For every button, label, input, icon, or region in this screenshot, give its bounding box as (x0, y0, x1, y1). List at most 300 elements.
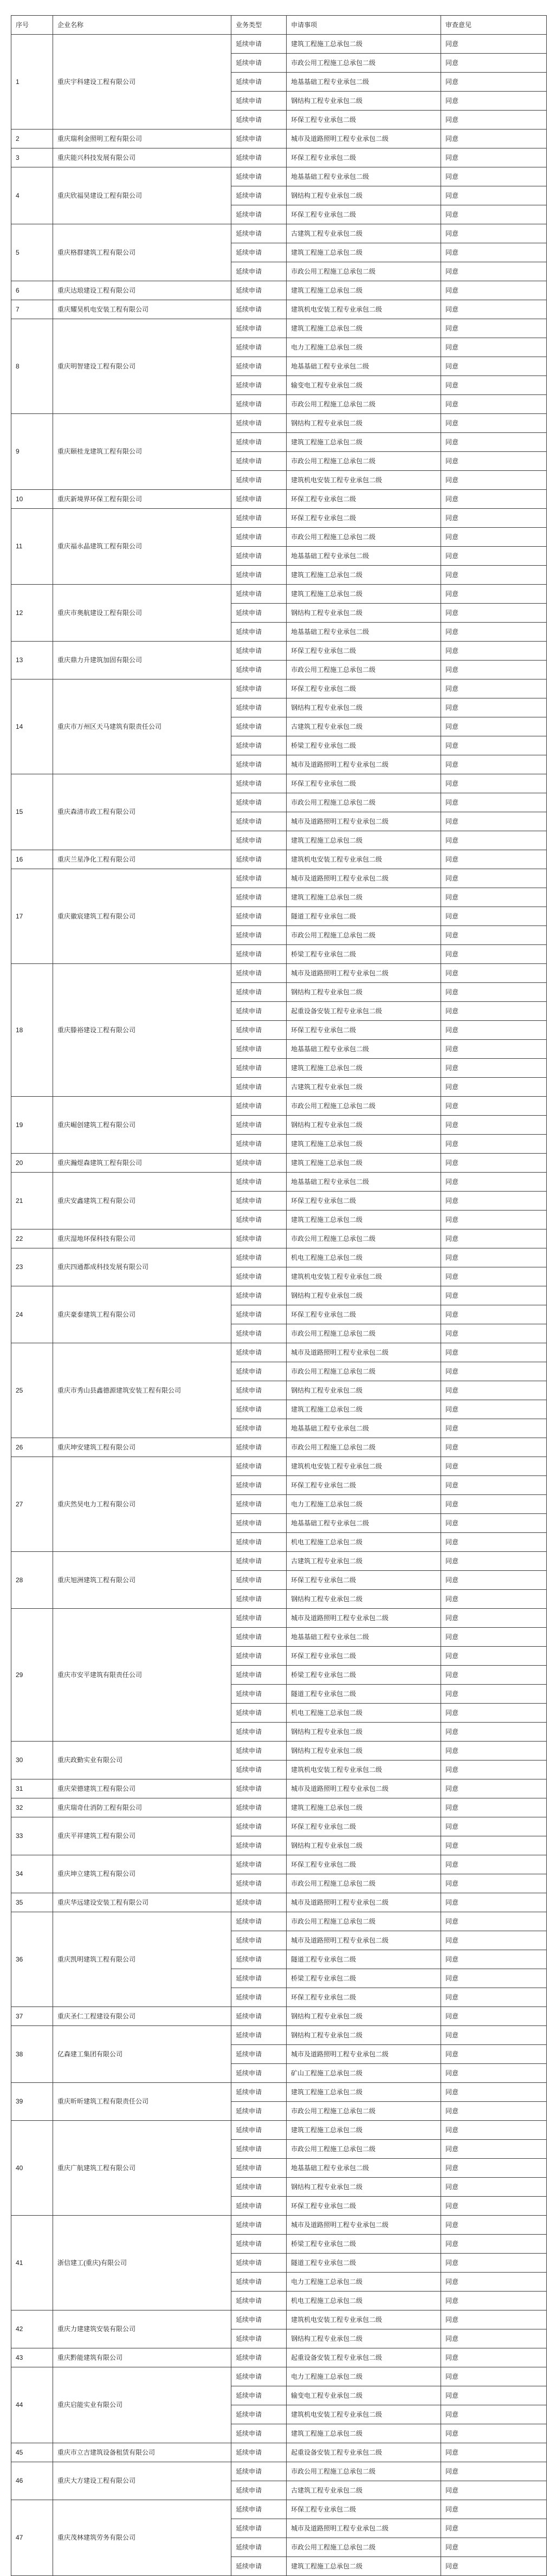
business-type-cell: 延续申请 (231, 357, 287, 376)
company-name-cell: 重庆力建建筑安装有限公司 (53, 2310, 231, 2348)
business-type-cell: 延续申请 (231, 1988, 287, 2007)
business-type-cell: 延续申请 (231, 964, 287, 983)
company-name-cell: 重庆大方建设工程有限公司 (53, 2462, 231, 2500)
business-type-cell: 延续申请 (231, 130, 287, 148)
application-item-cell: 电力工程施工总承包二级 (287, 338, 441, 357)
review-opinion-cell: 同意 (441, 869, 547, 888)
application-item-cell: 建筑工程施工总承包二级 (287, 2557, 441, 2576)
review-opinion-cell: 同意 (441, 1685, 547, 1704)
business-type-cell: 延续申请 (231, 148, 287, 167)
business-type-cell: 延续申请 (231, 1950, 287, 1969)
review-opinion-cell: 同意 (441, 2026, 547, 2045)
table-row (11, 1855, 547, 1874)
application-item-cell: 电力工程施工总承包二级 (287, 1495, 441, 1514)
application-item-cell: 矿山工程施工总承包二级 (287, 2064, 441, 2083)
company-name-cell: 重庆华远建设安装工程有限公司 (53, 1893, 231, 1912)
application-item-cell: 桥梁工程专业承包二级 (287, 736, 441, 755)
company-name-cell: 重庆明智建设工程有限公司 (53, 319, 231, 414)
serial-number-cell: 45 (11, 2443, 53, 2462)
business-type-cell: 延续申请 (231, 1248, 287, 1267)
review-opinion-cell: 同意 (441, 1571, 547, 1590)
business-type-cell: 延续申请 (231, 376, 287, 395)
column-header-serial-number: 序号 (11, 16, 53, 35)
business-type-cell: 延续申请 (231, 111, 287, 130)
application-item-cell: 建筑工程施工总承包二级 (287, 2424, 441, 2443)
application-item-cell: 建筑机电安装工程专业承包二级 (287, 2405, 441, 2424)
company-name-cell: 重庆鼎力升建筑加固有限公司 (53, 642, 231, 679)
review-opinion-cell: 同意 (441, 2424, 547, 2443)
table-row (11, 1817, 547, 1836)
application-item-cell: 钢结构工程专业承包二级 (287, 1723, 441, 1742)
application-item-cell: 环保工程专业承包二级 (287, 490, 441, 509)
application-item-cell: 环保工程专业承包二级 (287, 1192, 441, 1211)
serial-number-cell: 47 (11, 2500, 53, 2576)
review-opinion-cell: 同意 (441, 111, 547, 130)
application-item-cell: 钢结构工程专业承包二级 (287, 2026, 441, 2045)
table-row (11, 1343, 547, 1362)
review-opinion-cell: 同意 (441, 1628, 547, 1647)
review-opinion-cell: 同意 (441, 1969, 547, 1988)
table-row (11, 281, 547, 300)
serial-number-cell: 15 (11, 774, 53, 850)
review-opinion-cell: 同意 (441, 395, 547, 414)
serial-number-cell: 32 (11, 1798, 53, 1817)
application-item-cell: 城市及道路照明工程专业承包二级 (287, 1779, 441, 1798)
business-type-cell: 延续申请 (231, 1931, 287, 1950)
company-name-cell: 重庆然昊电力工程有限公司 (53, 1457, 231, 1552)
table-row (11, 1173, 547, 1192)
business-type-cell: 延续申请 (231, 2519, 287, 2538)
application-item-cell: 市政公用工程施工总承包二级 (287, 1912, 441, 1931)
application-item-cell: 市政公用工程施工总承包二级 (287, 1324, 441, 1343)
company-name-cell: 重庆坤安建筑工程有限公司 (53, 1438, 231, 1457)
business-type-cell: 延续申请 (231, 1324, 287, 1343)
business-type-cell: 延续申请 (231, 1893, 287, 1912)
application-item-cell: 钢结构工程专业承包二级 (287, 2178, 441, 2197)
business-type-cell: 延续申请 (231, 1211, 287, 1229)
business-type-cell: 延续申请 (231, 774, 287, 793)
business-type-cell: 延续申请 (231, 1116, 287, 1135)
business-type-cell: 延续申请 (231, 698, 287, 717)
serial-number-cell: 17 (11, 869, 53, 964)
serial-number-cell: 41 (11, 2216, 53, 2310)
review-opinion-cell: 同意 (441, 243, 547, 262)
business-type-cell: 延续申请 (231, 1040, 287, 1059)
business-type-cell: 延续申请 (231, 1021, 287, 1040)
application-item-cell: 钢结构工程专业承包二级 (287, 1286, 441, 1305)
business-type-cell: 延续申请 (231, 1761, 287, 1779)
company-name-cell: 重庆圣仁工程建设有限公司 (53, 2007, 231, 2026)
business-type-cell: 延续申请 (231, 1533, 287, 1552)
business-type-cell: 延续申请 (231, 1286, 287, 1305)
application-item-cell: 建筑工程施工总承包二级 (287, 2083, 441, 2102)
business-type-cell: 延续申请 (231, 907, 287, 926)
serial-number-cell: 46 (11, 2462, 53, 2500)
review-opinion-cell: 同意 (441, 509, 547, 528)
company-name-cell: 重庆瑞利金照明工程有限公司 (53, 130, 231, 148)
business-type-cell: 延续申请 (231, 1836, 287, 1855)
application-item-cell: 建筑机电安装工程专业承包二级 (287, 2310, 441, 2329)
business-type-cell: 延续申请 (231, 2102, 287, 2121)
serial-number-cell: 20 (11, 1154, 53, 1173)
review-opinion-cell: 同意 (441, 1116, 547, 1135)
review-opinion-cell: 同意 (441, 224, 547, 243)
application-item-cell: 建筑机电安装工程专业承包二级 (287, 300, 441, 319)
business-type-cell: 延续申请 (231, 566, 287, 585)
review-opinion-cell: 同意 (441, 1817, 547, 1836)
company-name-cell: 重庆茂林建筑劳务有限公司 (53, 2500, 231, 2576)
business-type-cell: 延续申请 (231, 793, 287, 812)
review-opinion-cell: 同意 (441, 793, 547, 812)
table-row (11, 2348, 547, 2367)
business-type-cell: 延续申请 (231, 1969, 287, 1988)
company-name-cell: 重庆荣德建筑工程有限公司 (53, 1779, 231, 1798)
review-opinion-cell: 同意 (441, 1021, 547, 1040)
review-opinion-cell: 同意 (441, 2367, 547, 2386)
table-row (11, 642, 547, 661)
review-opinion-cell: 同意 (441, 1343, 547, 1362)
table-row (11, 148, 547, 167)
company-name-cell: 重庆徽宸建筑工程有限公司 (53, 869, 231, 964)
business-type-cell: 延续申请 (231, 1267, 287, 1286)
application-item-cell: 起重设备安装工程专业承包二级 (287, 1002, 441, 1021)
serial-number-cell: 11 (11, 509, 53, 585)
table-row (11, 1229, 547, 1248)
application-item-cell: 市政公用工程施工总承包二级 (287, 1229, 441, 1248)
serial-number-cell: 8 (11, 319, 53, 414)
application-item-cell: 隧道工程专业承包二级 (287, 1685, 441, 1704)
review-opinion-cell: 同意 (441, 907, 547, 926)
business-type-cell: 延续申请 (231, 1685, 287, 1704)
review-opinion-cell: 同意 (441, 1495, 547, 1514)
review-opinion-cell: 同意 (441, 1590, 547, 1609)
review-opinion-cell: 同意 (441, 1211, 547, 1229)
business-type-cell: 延续申请 (231, 243, 287, 262)
table-row (11, 1798, 547, 1817)
review-opinion-cell: 同意 (441, 130, 547, 148)
business-type-cell: 延续申请 (231, 1647, 287, 1666)
application-item-cell: 钢结构工程专业承包二级 (287, 2007, 441, 2026)
application-item-cell: 地基基础工程专业承包二级 (287, 73, 441, 92)
table-row (11, 2216, 547, 2235)
application-item-cell: 机电工程施工总承包二级 (287, 1248, 441, 1267)
table-row (11, 167, 547, 186)
business-type-cell: 延续申请 (231, 1817, 287, 1836)
serial-number-cell: 6 (11, 281, 53, 300)
review-opinion-cell: 同意 (441, 1438, 547, 1457)
serial-number-cell: 7 (11, 300, 53, 319)
business-type-cell: 延续申请 (231, 2386, 287, 2405)
review-opinion-cell: 同意 (441, 1286, 547, 1305)
company-name-cell: 浙信建工(重庆)有限公司 (53, 2216, 231, 2310)
application-item-cell: 建筑工程施工总承包二级 (287, 281, 441, 300)
review-opinion-cell: 同意 (441, 2178, 547, 2197)
table-row (11, 2083, 547, 2102)
review-opinion-cell: 同意 (441, 1609, 547, 1628)
review-opinion-cell: 同意 (441, 1135, 547, 1154)
application-item-cell: 输变电工程专业承包二级 (287, 376, 441, 395)
serial-number-cell: 1 (11, 35, 53, 130)
application-item-cell: 城市及道路照明工程专业承包二级 (287, 2045, 441, 2064)
review-opinion-cell: 同意 (441, 186, 547, 205)
review-opinion-cell: 同意 (441, 1305, 547, 1324)
company-name-cell: 重庆市奥航建设工程有限公司 (53, 585, 231, 642)
business-type-cell: 延续申请 (231, 262, 287, 281)
application-item-cell: 环保工程专业承包二级 (287, 205, 441, 224)
company-name-cell: 重庆市万州区天马建筑有限责任公司 (53, 679, 231, 774)
table-row (11, 509, 547, 528)
serial-number-cell: 33 (11, 1817, 53, 1855)
review-opinion-cell: 同意 (441, 1476, 547, 1495)
review-opinion-cell: 同意 (441, 585, 547, 604)
review-opinion-cell: 同意 (441, 566, 547, 585)
review-opinion-cell: 同意 (441, 1400, 547, 1419)
application-item-cell: 建筑工程施工总承包二级 (287, 243, 441, 262)
review-opinion-cell: 同意 (441, 2254, 547, 2273)
business-type-cell: 延续申请 (231, 1229, 287, 1248)
application-item-cell: 建筑工程施工总承包二级 (287, 1135, 441, 1154)
application-item-cell: 市政公用工程施工总承包二级 (287, 452, 441, 471)
business-type-cell: 延续申请 (231, 1798, 287, 1817)
review-opinion-cell: 同意 (441, 2102, 547, 2121)
review-opinion-cell: 同意 (441, 2500, 547, 2519)
business-type-cell: 延续申请 (231, 452, 287, 471)
review-opinion-cell: 同意 (441, 1229, 547, 1248)
serial-number-cell: 27 (11, 1457, 53, 1552)
business-type-cell: 延续申请 (231, 2254, 287, 2273)
review-opinion-cell: 同意 (441, 1742, 547, 1761)
business-type-cell: 延续申请 (231, 661, 287, 679)
application-item-cell: 钢结构工程专业承包二级 (287, 92, 441, 111)
review-opinion-cell: 同意 (441, 1552, 547, 1571)
application-item-cell: 市政公用工程施工总承包二级 (287, 54, 441, 73)
table-row (11, 414, 547, 433)
serial-number-cell: 26 (11, 1438, 53, 1457)
review-opinion-cell: 同意 (441, 964, 547, 983)
business-type-cell: 延续申请 (231, 869, 287, 888)
business-type-cell: 延续申请 (231, 850, 287, 869)
company-name-cell: 重庆宇科建设工程有限公司 (53, 35, 231, 130)
review-opinion-cell: 同意 (441, 2462, 547, 2481)
business-type-cell: 延续申请 (231, 1609, 287, 1628)
review-opinion-cell: 同意 (441, 1324, 547, 1343)
company-name-cell: 重庆湿地环保科技有限公司 (53, 1229, 231, 1248)
table-row (11, 2007, 547, 2026)
business-type-cell: 延续申请 (231, 679, 287, 698)
review-opinion-cell: 同意 (441, 1836, 547, 1855)
company-name-cell: 重庆瑞奇仕消防工程有限公司 (53, 1798, 231, 1817)
review-opinion-cell: 同意 (441, 1798, 547, 1817)
application-item-cell: 环保工程专业承包二级 (287, 2197, 441, 2216)
review-opinion-cell: 同意 (441, 1931, 547, 1950)
business-type-cell: 延续申请 (231, 2424, 287, 2443)
serial-number-cell: 16 (11, 850, 53, 869)
business-type-cell: 延续申请 (231, 2462, 287, 2481)
serial-number-cell: 38 (11, 2026, 53, 2083)
company-name-cell: 重庆凯明建筑工程有限公司 (53, 1912, 231, 2007)
application-item-cell: 起重设备安装工程专业承包二级 (287, 2348, 441, 2367)
business-type-cell: 延续申请 (231, 604, 287, 623)
review-opinion-cell: 同意 (441, 2443, 547, 2462)
application-item-cell: 环保工程专业承包二级 (287, 111, 441, 130)
table-row (11, 1154, 547, 1173)
review-opinion-cell: 同意 (441, 717, 547, 736)
application-item-cell: 市政公用工程施工总承包二级 (287, 2140, 441, 2159)
review-opinion-cell: 同意 (441, 281, 547, 300)
review-opinion-cell: 同意 (441, 1173, 547, 1192)
business-type-cell: 延续申请 (231, 812, 287, 831)
business-type-cell: 延续申请 (231, 1362, 287, 1381)
review-opinion-cell: 同意 (441, 1192, 547, 1211)
application-item-cell: 建筑工程施工总承包二级 (287, 35, 441, 54)
application-item-cell: 起重设备安装工程专业承包二级 (287, 2443, 441, 2462)
business-type-cell: 延续申请 (231, 2310, 287, 2329)
serial-number-cell: 25 (11, 1343, 53, 1438)
review-opinion-cell: 同意 (441, 452, 547, 471)
application-item-cell: 地基基础工程专业承包二级 (287, 167, 441, 186)
review-opinion-cell: 同意 (441, 376, 547, 395)
application-item-cell: 机电工程施工总承包二级 (287, 1533, 441, 1552)
business-type-cell: 延续申请 (231, 167, 287, 186)
business-type-cell: 延续申请 (231, 1628, 287, 1647)
application-item-cell: 市政公用工程施工总承包二级 (287, 395, 441, 414)
table-row (11, 1779, 547, 1798)
company-name-cell: 重庆昕昕建筑工程有限责任公司 (53, 2083, 231, 2121)
review-opinion-cell: 同意 (441, 300, 547, 319)
business-type-cell: 延续申请 (231, 2557, 287, 2576)
review-opinion-cell: 同意 (441, 2310, 547, 2329)
application-item-cell: 市政公用工程施工总承包二级 (287, 2102, 441, 2121)
review-opinion-cell: 同意 (441, 1457, 547, 1476)
serial-number-cell: 40 (11, 2121, 53, 2216)
application-item-cell: 输变电工程专业承包二级 (287, 2386, 441, 2405)
business-type-cell: 延续申请 (231, 1097, 287, 1116)
application-item-cell: 建筑工程施工总承包二级 (287, 1798, 441, 1817)
table-row (11, 1742, 547, 1761)
review-opinion-cell: 同意 (441, 642, 547, 661)
business-type-cell: 延续申请 (231, 585, 287, 604)
serial-number-cell: 13 (11, 642, 53, 679)
table-row (11, 869, 547, 888)
company-name-cell: 重庆平祥建筑工程有限公司 (53, 1817, 231, 1855)
review-opinion-cell: 同意 (441, 73, 547, 92)
review-opinion-cell: 同意 (441, 1097, 547, 1116)
table-row (11, 1912, 547, 1931)
review-opinion-cell: 同意 (441, 1419, 547, 1438)
business-type-cell: 延续申请 (231, 490, 287, 509)
company-name-cell: 重庆能兴科技发展有限公司 (53, 148, 231, 167)
table-row (11, 2310, 547, 2329)
serial-number-cell: 22 (11, 1229, 53, 1248)
review-opinion-cell: 同意 (441, 1040, 547, 1059)
business-type-cell: 延续申请 (231, 1742, 287, 1761)
application-item-cell: 市政公用工程施工总承包二级 (287, 262, 441, 281)
business-type-cell: 延续申请 (231, 2216, 287, 2235)
application-item-cell: 钢结构工程专业承包二级 (287, 1381, 441, 1400)
business-type-cell: 延续申请 (231, 2348, 287, 2367)
application-item-cell: 建筑工程施工总承包二级 (287, 831, 441, 850)
serial-number-cell: 34 (11, 1855, 53, 1893)
application-item-cell: 桥梁工程专业承包二级 (287, 1666, 441, 1685)
application-item-cell: 环保工程专业承包二级 (287, 1855, 441, 1874)
review-opinion-cell: 同意 (441, 490, 547, 509)
business-type-cell: 延续申请 (231, 736, 287, 755)
review-opinion-cell: 同意 (441, 926, 547, 945)
business-type-cell: 延续申请 (231, 1457, 287, 1476)
business-type-cell: 延续申请 (231, 1723, 287, 1742)
table-row (11, 1286, 547, 1305)
application-item-cell: 桥梁工程专业承包二级 (287, 2235, 441, 2254)
review-opinion-cell: 同意 (441, 1533, 547, 1552)
column-header-business-type: 业务类型 (231, 16, 287, 35)
business-type-cell: 延续申请 (231, 1305, 287, 1324)
business-type-cell: 延续申请 (231, 2538, 287, 2557)
application-item-cell: 建筑工程施工总承包二级 (287, 888, 441, 907)
business-type-cell: 延续申请 (231, 1912, 287, 1931)
business-type-cell: 延续申请 (231, 1704, 287, 1723)
serial-number-cell: 44 (11, 2367, 53, 2443)
review-opinion-cell: 同意 (441, 831, 547, 850)
review-opinion-cell: 同意 (441, 812, 547, 831)
column-header-application-item: 申请事项 (287, 16, 441, 35)
table-row (11, 679, 547, 698)
serial-number-cell: 5 (11, 224, 53, 281)
table-row (11, 1248, 547, 1267)
application-item-cell: 市政公用工程施工总承包二级 (287, 926, 441, 945)
business-type-cell: 延续申请 (231, 2045, 287, 2064)
application-item-cell: 建筑机电安装工程专业承包二级 (287, 1267, 441, 1286)
company-name-cell: 重庆四通都成科技发展有限公司 (53, 1248, 231, 1286)
review-opinion-cell: 同意 (441, 850, 547, 869)
table-row (11, 35, 547, 54)
business-type-cell: 延续申请 (231, 73, 287, 92)
table-row (11, 2500, 547, 2519)
application-item-cell: 钢结构工程专业承包二级 (287, 1742, 441, 1761)
business-type-cell: 延续申请 (231, 1779, 287, 1798)
application-item-cell: 地基基础工程专业承包二级 (287, 1628, 441, 1647)
company-name-cell: 重庆兰星净化工程有限公司 (53, 850, 231, 869)
application-item-cell: 建筑工程施工总承包二级 (287, 2121, 441, 2140)
company-name-cell: 重庆广航建筑工程有限公司 (53, 2121, 231, 2216)
business-type-cell: 延续申请 (231, 338, 287, 357)
application-item-cell: 市政公用工程施工总承包二级 (287, 661, 441, 679)
table-row (11, 2121, 547, 2140)
application-item-cell: 钢结构工程专业承包二级 (287, 2329, 441, 2348)
review-opinion-cell: 同意 (441, 1002, 547, 1021)
application-item-cell: 建筑工程施工总承包二级 (287, 566, 441, 585)
serial-number-cell: 28 (11, 1552, 53, 1609)
business-type-cell: 延续申请 (231, 2273, 287, 2292)
application-item-cell: 环保工程专业承包二级 (287, 509, 441, 528)
application-item-cell: 城市及道路照明工程专业承包二级 (287, 964, 441, 983)
application-item-cell: 地基基础工程专业承包二级 (287, 623, 441, 642)
review-opinion-cell: 同意 (441, 262, 547, 281)
business-type-cell: 延续申请 (231, 1855, 287, 1874)
serial-number-cell: 39 (11, 2083, 53, 2121)
business-type-cell: 延续申请 (231, 1400, 287, 1419)
review-opinion-cell: 同意 (441, 661, 547, 679)
company-name-cell: 重庆滕裕建设工程有限公司 (53, 964, 231, 1097)
application-item-cell: 建筑机电安装工程专业承包二级 (287, 850, 441, 869)
application-item-cell: 钢结构工程专业承包二级 (287, 1836, 441, 1855)
table-row (11, 1438, 547, 1457)
review-opinion-cell: 同意 (441, 2064, 547, 2083)
company-name-cell: 重庆福永晶建筑工程有限公司 (53, 509, 231, 585)
review-opinion-cell: 同意 (441, 547, 547, 566)
business-type-cell: 延续申请 (231, 414, 287, 433)
application-item-cell: 地基基础工程专业承包二级 (287, 2159, 441, 2178)
review-opinion-cell: 同意 (441, 623, 547, 642)
